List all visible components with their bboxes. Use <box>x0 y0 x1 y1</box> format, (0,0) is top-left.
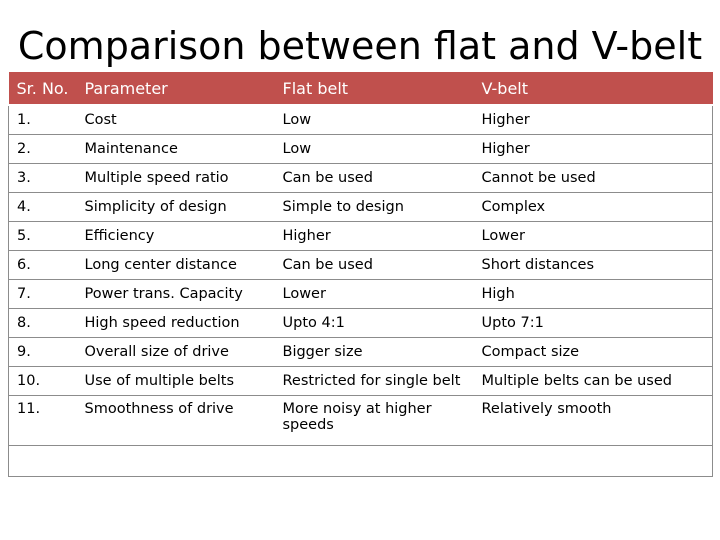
table-row <box>9 222 713 251</box>
cell-flat-belt: More noisy at higher speeds <box>275 396 474 446</box>
cell-v-belt: Upto 7:1 <box>474 309 713 338</box>
table-header-row <box>9 72 713 105</box>
header-sr-no: Sr. No. <box>9 72 77 105</box>
cell-parameter: Power trans. Capacity <box>77 280 275 309</box>
cell-v-belt: Multiple belts can be used <box>474 367 713 396</box>
cell-flat-belt: Lower <box>275 280 474 309</box>
empty-cell <box>275 446 474 477</box>
cell-flat-belt: Upto 4:1 <box>275 309 474 338</box>
table-row <box>9 367 713 396</box>
cell-v-belt: High <box>474 280 713 309</box>
cell-flat-belt: Bigger size <box>275 338 474 367</box>
cell-parameter: Maintenance <box>77 135 275 164</box>
cell-v-belt: Higher <box>474 135 713 164</box>
cell-flat-belt: Higher <box>275 222 474 251</box>
empty-cell <box>9 446 77 477</box>
cell-sr-no: 1. <box>9 105 77 135</box>
cell-v-belt: Lower <box>474 222 713 251</box>
cell-flat-belt: Can be used <box>275 164 474 193</box>
slide-title: Comparison between flat and V-belt <box>17 24 703 68</box>
cell-parameter: Overall size of drive <box>77 338 275 367</box>
cell-sr-no: 5. <box>9 222 77 251</box>
table-row <box>9 251 713 280</box>
cell-sr-no: 8. <box>9 309 77 338</box>
header-parameter: Parameter <box>77 72 275 105</box>
cell-parameter: Smoothness of drive <box>77 396 275 446</box>
table-row <box>9 396 713 446</box>
cell-sr-no: 6. <box>9 251 77 280</box>
empty-cell <box>474 446 713 477</box>
cell-parameter: Use of multiple belts <box>77 367 275 396</box>
cell-v-belt: Higher <box>474 105 713 135</box>
table-row <box>9 193 713 222</box>
cell-v-belt: Short distances <box>474 251 713 280</box>
comparison-table <box>8 72 713 477</box>
table-row <box>9 164 713 193</box>
table-row <box>9 135 713 164</box>
cell-sr-no: 10. <box>9 367 77 396</box>
table-row <box>9 105 713 135</box>
cell-v-belt: Cannot be used <box>474 164 713 193</box>
table-empty-row <box>9 446 713 477</box>
table-row <box>9 338 713 367</box>
table-row <box>9 280 713 309</box>
cell-sr-no: 7. <box>9 280 77 309</box>
header-flat-belt: Flat belt <box>275 72 474 105</box>
table-row <box>9 309 713 338</box>
cell-sr-no: 11. <box>9 396 77 446</box>
cell-sr-no: 3. <box>9 164 77 193</box>
cell-parameter: Efficiency <box>77 222 275 251</box>
cell-parameter: High speed reduction <box>77 309 275 338</box>
cell-parameter: Long center distance <box>77 251 275 280</box>
cell-parameter: Cost <box>77 105 275 135</box>
header-v-belt: V-belt <box>474 72 713 105</box>
cell-flat-belt: Can be used <box>275 251 474 280</box>
cell-sr-no: 9. <box>9 338 77 367</box>
cell-v-belt: Compact size <box>474 338 713 367</box>
cell-sr-no: 4. <box>9 193 77 222</box>
cell-parameter: Multiple speed ratio <box>77 164 275 193</box>
cell-flat-belt: Restricted for single belt <box>275 367 474 396</box>
cell-v-belt: Complex <box>474 193 713 222</box>
cell-sr-no: 2. <box>9 135 77 164</box>
cell-flat-belt: Simple to design <box>275 193 474 222</box>
cell-v-belt: Relatively smooth <box>474 396 713 446</box>
cell-flat-belt: Low <box>275 135 474 164</box>
empty-cell <box>77 446 275 477</box>
cell-flat-belt: Low <box>275 105 474 135</box>
cell-parameter: Simplicity of design <box>77 193 275 222</box>
